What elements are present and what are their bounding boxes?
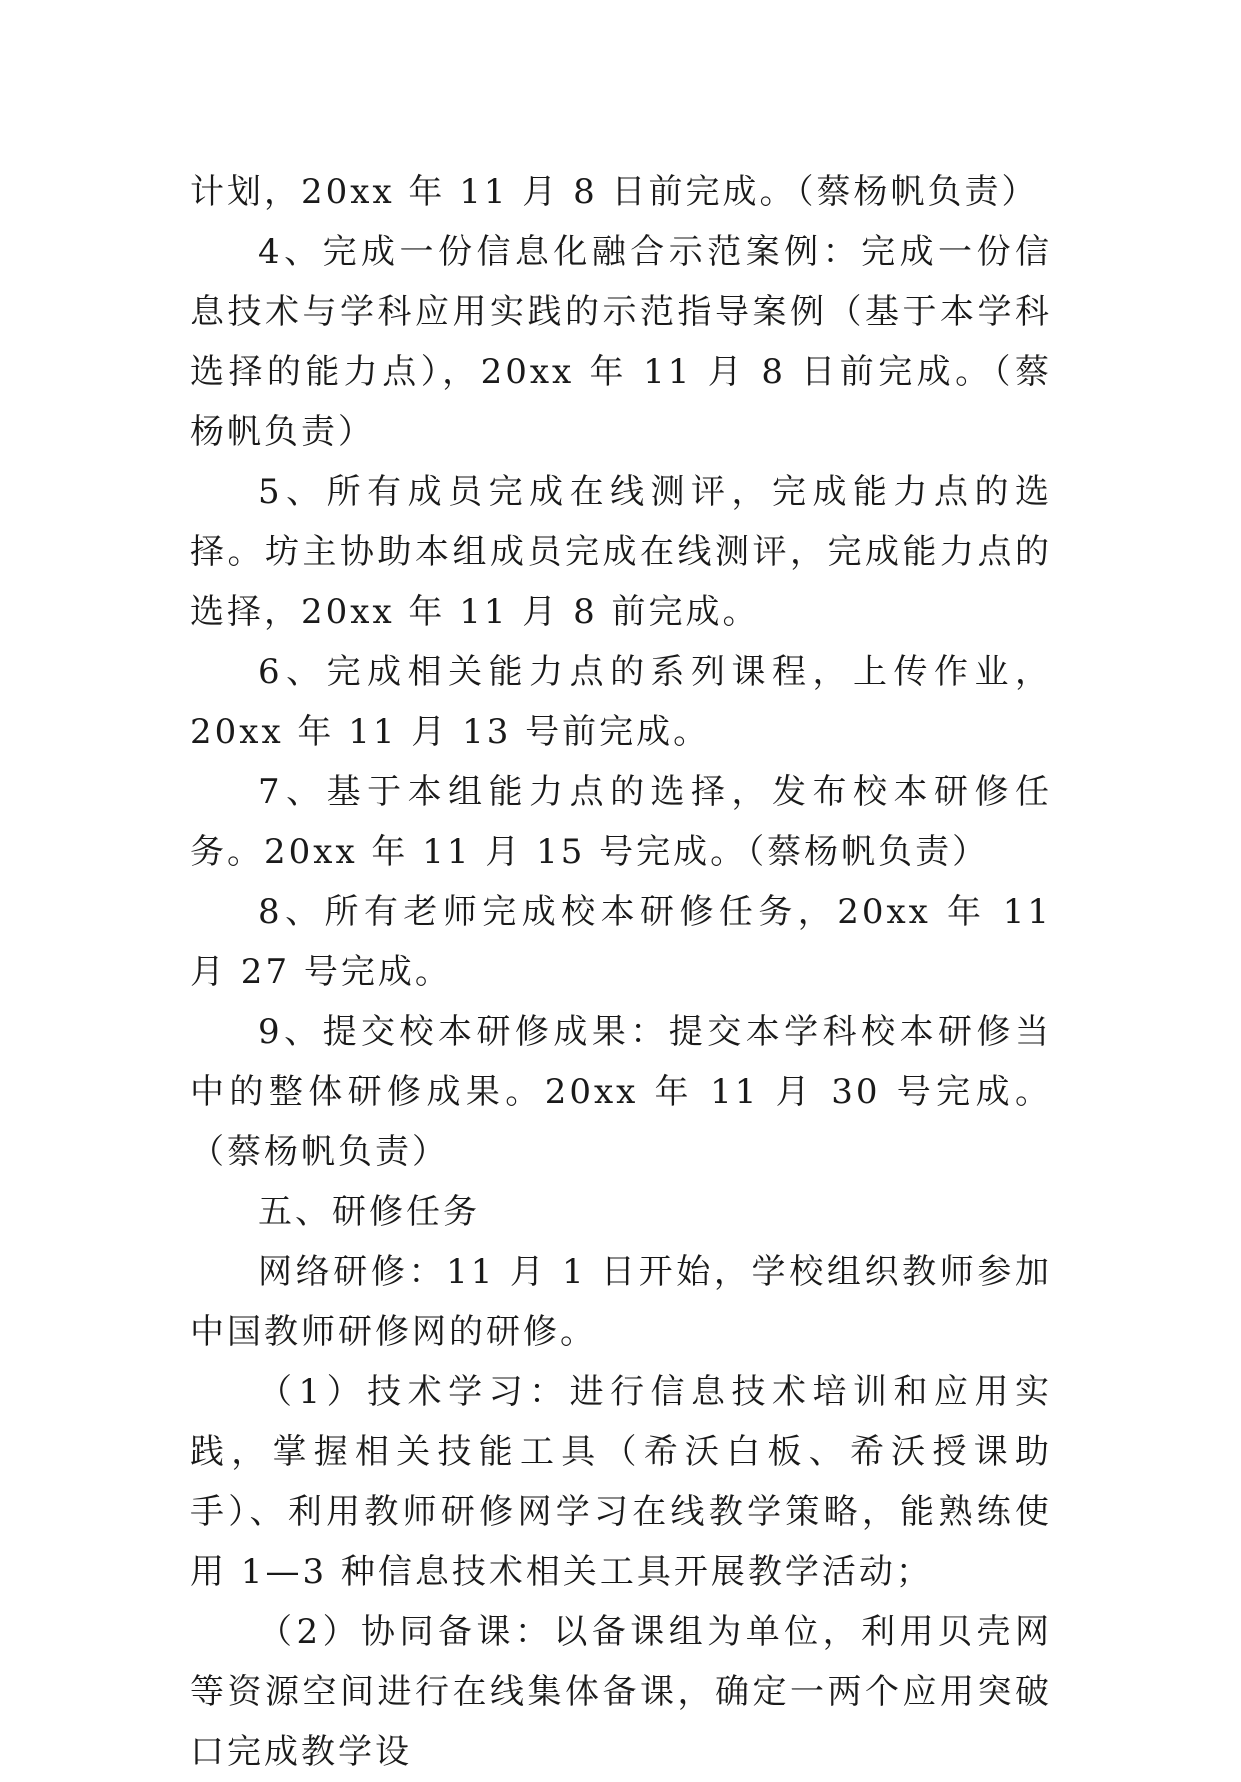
paragraph-item-4: 4、完成一份信息化融合示范案例：完成一份信息技术与学科应用实践的示范指导案例（基于本学科选择的能力点），20xx 年 11 月 8 日前完成。（蔡杨帆负责） [190, 232, 1052, 452]
paragraph-online-research: 网络研修：11 月 1 日开始，学校组织教师参加中国教师研修网的研修。 [190, 1252, 1052, 1352]
paragraph-collaborative-prep: （2）协同备课：以备课组为单位，利用贝壳网等资源空间进行在线集体备课，确定一两个应用突破口完成教学设 [190, 1612, 1052, 1772]
paragraph-item-7: 7、基于本组能力点的选择，发布校本研修任务。20xx 年 11 月 15 号完成。（蔡杨帆负责） [190, 772, 1052, 872]
paragraph-item-9: 9、提交校本研修成果：提交本学科校本研修当中的整体研修成果。20xx 年 11 月 30 号完成。（蔡杨帆负责） [190, 1012, 1052, 1172]
paragraph-tech-learning: （1）技术学习：进行信息技术培训和应用实践，掌握相关技能工具（希沃白板、希沃授课助手）、利用教师研修网学习在线教学策略，能熟练使用 1—3 种信息技术相关工具开展教学活动； [190, 1372, 1052, 1592]
paragraph-item-6: 6、完成相关能力点的系列课程，上传作业，20xx 年 11 月 13 号前完成。 [190, 652, 1052, 752]
section-heading-research-tasks: 五、研修任务 [258, 1192, 480, 1232]
paragraph-item-8: 8、所有老师完成校本研修任务，20xx 年 11 月 27 号完成。 [190, 892, 1052, 992]
paragraph-item-5: 5、所有成员完成在线测评，完成能力点的选择。坊主协助本组成员完成在线测评，完成能力点的选择，20xx 年 11 月 8 前完成。 [190, 472, 1052, 632]
paragraph-plan-tail: 计划，20xx 年 11 月 8 日前完成。（蔡杨帆负责） [190, 172, 1039, 212]
document-body [190, 162, 1052, 1782]
